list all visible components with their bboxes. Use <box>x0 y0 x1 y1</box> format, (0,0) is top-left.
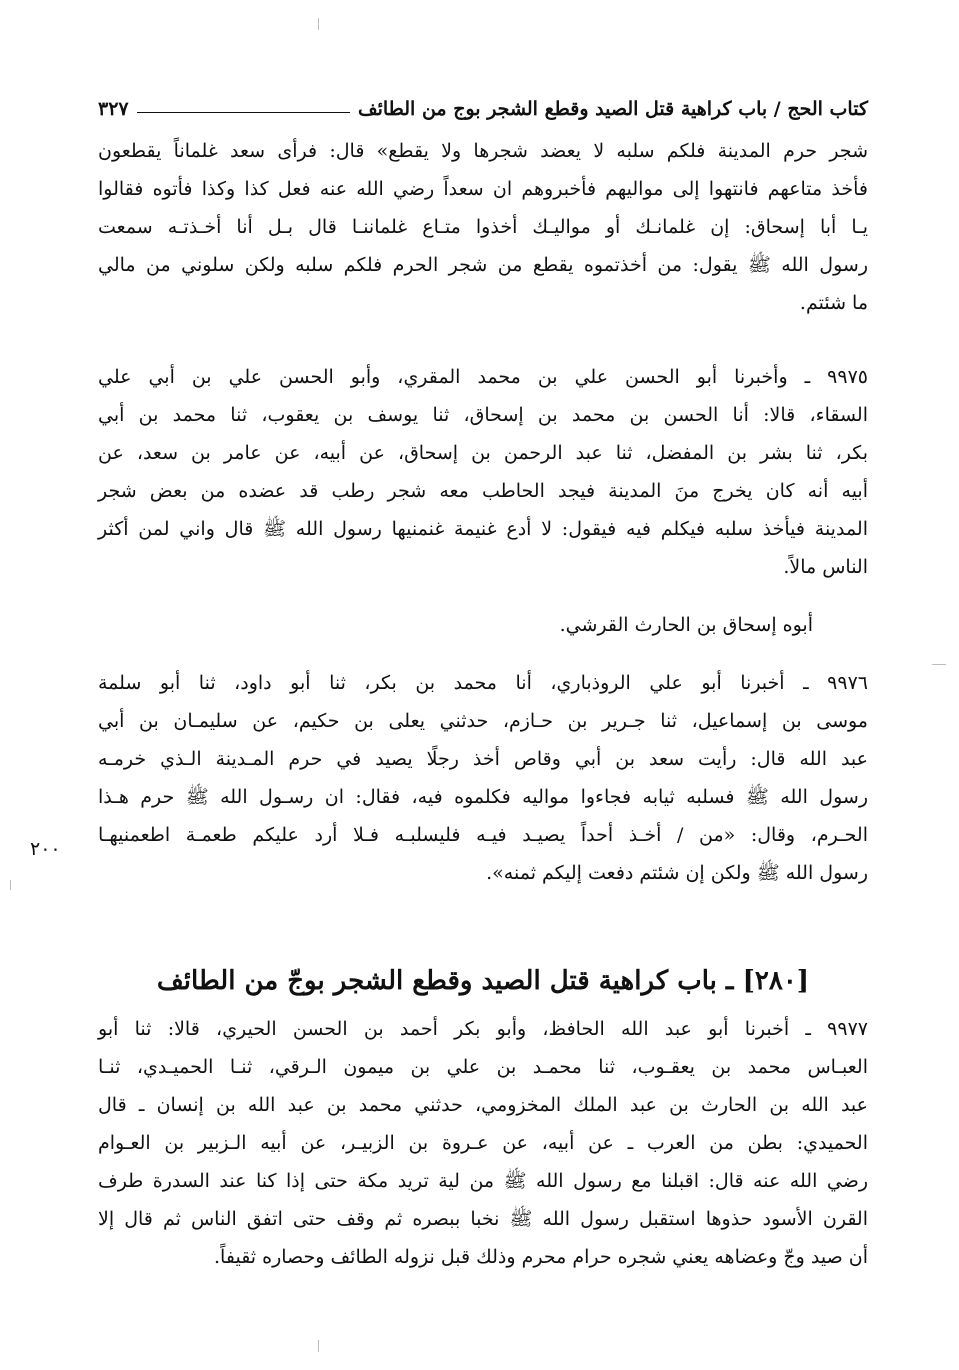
text-line: يـا أبا إسحاق: إن غلمانـك أو مواليـك أخذوا متـاع غلماننـا قال بـل أنا أخـذتـه سمعت <box>98 216 868 238</box>
text-line: ٩٩٧٦ ـ أخبرنا أبو علي الروذباري، أنا محمد بن بكر، ثنا أبو داود، ثنا أبو سلمة <box>98 672 868 694</box>
text-line: رسول الله ﷺ ولكن إن شئتم دفعت إليكم ثمنه». <box>486 862 868 884</box>
text-line: السقاء، قالا: أنا الحسن بن محمد بن إسحاق، ثنا يوسف بن يعقوب، ثنا محمد بن أبي <box>98 404 868 426</box>
text-line: أبيه أنه كان يخرج منَ المدينة فيجد الحاطب معه شجر رطب قد عضده من بعض شجر <box>98 480 868 502</box>
scan-mark <box>318 18 319 30</box>
scan-mark <box>10 880 11 890</box>
text-line: عبد الله بن الحارث بن عبد الملك المخزومي، حدثني محمد بن عبد الله بن إنسان ـ قال <box>98 1094 868 1116</box>
margin-page-reference: ٢٠٠ <box>30 838 61 860</box>
text-line: الحميدي: بطن من العرب ـ عن أبيه، عن عـروة بن الزبيـر، عن أبيه الـزبير بن العـوام <box>98 1132 868 1154</box>
paragraph-continuation <box>98 132 868 322</box>
text-line: رسول الله ﷺ يقول: من أخذتموه يقطع من شجر الحرم فلكم سلبه ولكن سلوني من مالي <box>98 254 868 276</box>
text-line: ٩٩٧٧ ـ أخبرنا أبو عبد الله الحافظ، وأبو بكر أحمد بن الحسن الحيري، قالا: ثنا أبو <box>98 1018 868 1040</box>
page-number: ٣٢٧ <box>98 98 129 120</box>
chapter-heading: [٢٨٠] ـ باب كراهية قتل الصيد وقطع الشجر بوجّ من الطائف <box>156 966 810 996</box>
text-line: فأخذ متاعهم فانتهوا إلى مواليهم فأخبروهم ان سعداً رضي الله عنه فعل كذا وكذا فأتوه فقالوا <box>98 178 868 200</box>
hadith-9977 <box>98 1010 868 1276</box>
running-header <box>98 86 868 120</box>
header-rule <box>137 112 350 113</box>
text-line: بكر، ثنا بشر بن المفضل، ثنا عبد الرحمن بن إسحاق، عن أبيه، عن عامر بن سعد، عن <box>98 442 868 464</box>
text-line: ما شئتم. <box>799 292 868 314</box>
narrator-note <box>98 606 813 644</box>
text-line: ٩٩٧٥ ـ وأخبرنا أبو الحسن علي بن محمد المقري، وأبو الحسن علي بن أبي علي <box>98 366 868 388</box>
hadith-9975 <box>98 358 868 586</box>
text-line: شجر حرم المدينة فلكم سلبه لا يعضد شجرها ولا يقطع» قال: فرأى سعد غلماناً يقطعون <box>98 140 868 162</box>
text-line: موسى بن إسماعيل، ثنا جـرير بن حـازم، حدثني يعلى بن حكيم، عن سليمـان بن أبي <box>98 710 868 732</box>
scan-mark <box>932 664 946 665</box>
text-line: العبـاس محمد بن يعقـوب، ثنا محمـد بن علي بن ميمون الـرقي، ثنـا الحميـدي، ثنـا <box>98 1056 868 1078</box>
text-line: رسول الله ﷺ فسلبه ثيابه فجاءوا مواليه فكلموه فيه، فقال: ان رسـول الله ﷺ حرم هـذا <box>98 786 868 808</box>
text-line: الحـرم، وقال: «من / أخـذ أحداً يصيـد فيـه فليسلبـه فـلا أرد عليكم طعمـة اطعمنيهـا <box>98 824 868 846</box>
text-line: المدينة فيأخذ سلبه فيكلم فيه فيقول: لا أدع غنيمة غنمنيها رسول الله ﷺ قال واني لمن أكثر <box>98 518 868 540</box>
scan-mark <box>318 1340 319 1352</box>
text-line: القرن الأسود حذوها استقبل رسول الله ﷺ نخبا ببصره ثم وقف حتى اتفق الناس ثم قال إلا <box>98 1208 868 1230</box>
text-line: أن صيد وجّ وعضاهه يعني شجره حرام محرم وذلك قبل نزوله الطائف وحصاره ثقيفاً. <box>214 1246 868 1268</box>
text-line: أبوه إسحاق بن الحارث القرشي. <box>559 614 813 636</box>
text-line: عبد الله قال: رأيت سعد بن أبي وقاص أخذ رجلًا يصيد في حرم المـدينة الـذي خرمـه <box>98 748 868 770</box>
text-line: الناس مالاً. <box>783 556 868 578</box>
hadith-9976 <box>98 664 868 892</box>
running-title: كتاب الحج / باب كراهية قتل الصيد وقطع الشجر بوج من الطائف <box>357 98 868 120</box>
text-line: رضي الله عنه قال: اقبلنا مع رسول الله ﷺ من لية تريد مكة حتى إذا كنا عند السدرة طرف <box>98 1170 868 1192</box>
